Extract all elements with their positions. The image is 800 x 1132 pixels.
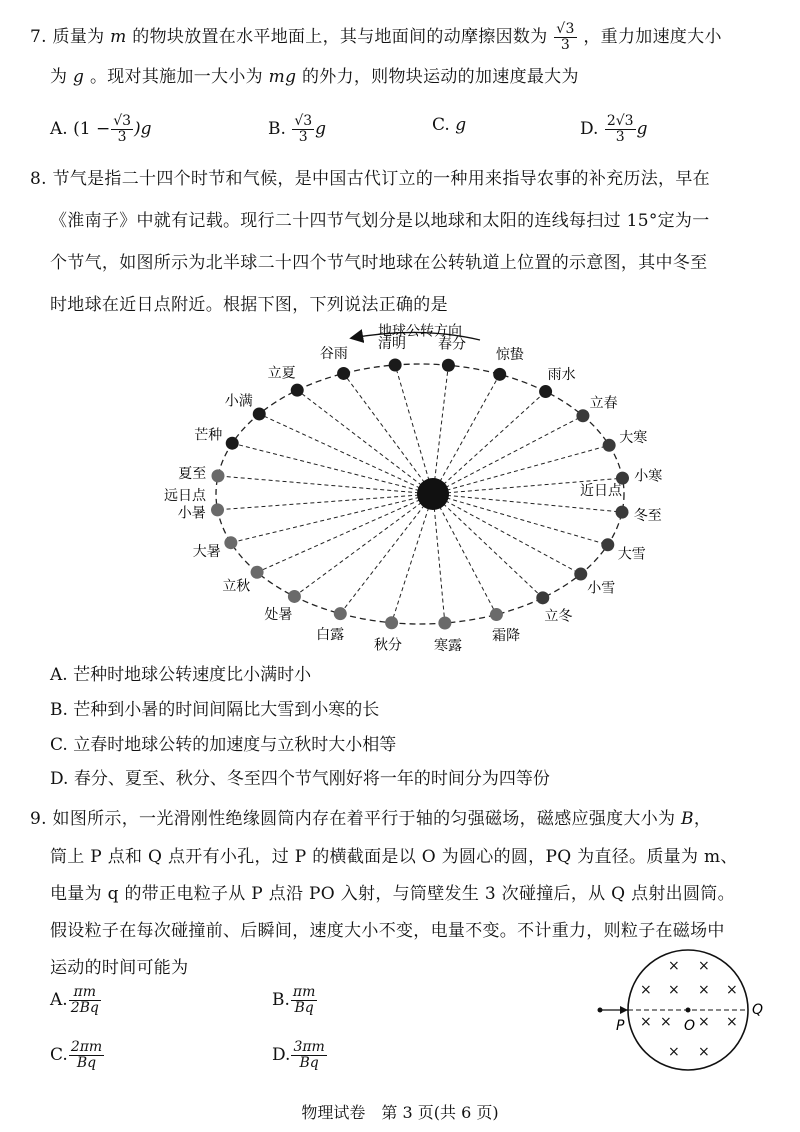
radius-line bbox=[232, 443, 433, 494]
q7-option-b[interactable]: B. $\frac{√3}{3}$ g bbox=[268, 113, 327, 145]
solar-term-label: 霜降 bbox=[492, 627, 521, 644]
earth-icon bbox=[288, 590, 301, 603]
solar-term-label: 立春 bbox=[589, 395, 618, 412]
field-x-mark: × bbox=[668, 958, 680, 974]
center-o-dot bbox=[686, 1008, 691, 1013]
radius-line bbox=[257, 494, 433, 572]
radius-line bbox=[433, 365, 448, 494]
solar-term-label: 白露 bbox=[316, 626, 345, 643]
q9-text: ， bbox=[693, 809, 712, 829]
q7-text: 的物块放置在水平地面上，其与地面间的动摩擦因数为 bbox=[132, 27, 548, 47]
q8-option-c[interactable]: C. 立春时地球公转的加速度与立秋时大小相等 bbox=[50, 735, 397, 755]
earth-icon bbox=[601, 538, 614, 551]
q8-line4: 时地球在近日点附近。根据下图，下列说法正确的是 bbox=[50, 295, 448, 315]
earth-icon bbox=[438, 617, 451, 630]
solar-term-label: 大雪 bbox=[617, 546, 646, 563]
solar-term-label: 雨水 bbox=[547, 367, 576, 384]
solar-term-label: 小满 bbox=[224, 393, 253, 410]
solar-term-label: 清明 bbox=[377, 336, 406, 353]
earth-icon bbox=[337, 367, 350, 380]
radius-line bbox=[218, 494, 433, 510]
radius-line bbox=[340, 494, 433, 614]
q7-line2 bbox=[50, 66, 579, 88]
q9-text: 9. 如图所示，一光滑刚性绝缘圆筒内存在着平行于轴的匀强磁场，磁感应强度大小为 bbox=[30, 809, 676, 829]
solar-term-label: 小雪 bbox=[587, 580, 616, 597]
radius-line bbox=[294, 494, 433, 596]
solar-term-label: 惊蛰 bbox=[495, 347, 524, 364]
radius-line bbox=[344, 373, 433, 494]
q9-line4: 假设粒子在每次碰撞前、后瞬间，速度大小不变，电量不变。不计重力，则粒子在磁场中 bbox=[50, 921, 725, 941]
far-point-label: 远日点 bbox=[164, 488, 206, 504]
q9-line2: 筒上 P 点和 Q 点开有小孔，过 P 的横截面是以 O 为圆心的圆，PQ 为直径。质量为 m、 bbox=[50, 847, 738, 867]
earth-icon bbox=[291, 384, 304, 397]
field-x-mark: × bbox=[698, 1014, 710, 1030]
arrow-icon bbox=[620, 1006, 628, 1014]
earth-icon bbox=[576, 409, 589, 422]
field-x-mark: × bbox=[668, 982, 680, 998]
earth-icon bbox=[603, 439, 616, 452]
field-x-mark: × bbox=[698, 1044, 710, 1060]
q8-line3: 个节气，如图所示为北半球二十四个节气时地球在公转轨道上位置的示意图，其中冬至 bbox=[50, 253, 708, 273]
radius-line bbox=[433, 416, 583, 494]
q7-text: 。现对其施加一大小为 bbox=[89, 67, 263, 87]
field-x-mark: × bbox=[698, 982, 710, 998]
q7-mu-fraction: $\frac{√3}{3}$ bbox=[556, 21, 575, 53]
earth-icon bbox=[211, 503, 224, 516]
earth-icon bbox=[616, 506, 629, 519]
q8-option-d[interactable]: D. 春分、夏至、秋分、冬至四个节气刚好将一年的时间分为四等份 bbox=[50, 769, 550, 789]
solar-term-label: 大寒 bbox=[619, 430, 648, 447]
field-x-mark: × bbox=[726, 982, 738, 998]
earth-icon bbox=[536, 591, 549, 604]
earth-icon bbox=[539, 385, 552, 398]
q9-option-d[interactable]: D. $\frac{3\pi m}{Bq}$ bbox=[272, 1039, 325, 1071]
q7-var-g: g bbox=[73, 67, 85, 87]
earth-icon bbox=[211, 469, 224, 482]
orbit-diagram bbox=[0, 322, 800, 662]
earth-icon bbox=[616, 472, 629, 485]
earth-icon bbox=[574, 568, 587, 581]
earth-icon bbox=[334, 607, 347, 620]
field-x-mark: × bbox=[726, 1014, 738, 1030]
radius-line bbox=[297, 390, 433, 494]
near-point-label: 近日点 bbox=[580, 483, 622, 499]
field-x-mark: × bbox=[668, 1044, 680, 1060]
q7-line1 bbox=[30, 22, 722, 53]
earth-icon bbox=[442, 359, 455, 372]
field-x-mark: × bbox=[698, 958, 710, 974]
radius-line bbox=[392, 494, 433, 623]
earth-icon bbox=[490, 608, 503, 621]
q9-line5: 运动的时间可能为 bbox=[50, 958, 189, 978]
solar-term-label: 春分 bbox=[438, 336, 467, 353]
solar-term-label: 谷雨 bbox=[319, 346, 348, 363]
page-footer: 物理试卷 第 3 页(共 6 页) bbox=[301, 1103, 499, 1122]
q7-text: 为 bbox=[50, 67, 68, 87]
direction-label: 地球公转方向 bbox=[378, 323, 462, 340]
q9-line3: 电量为 q 的带正电粒子从 P 点沿 PO 入射，与筒壁发生 3 次碰撞后，从 Q 点射出圆筒。 bbox=[50, 884, 735, 904]
solar-term-label: 处暑 bbox=[264, 606, 293, 623]
earth-icon bbox=[224, 536, 237, 549]
q7-option-d[interactable]: D. $\frac{2√3}{3}$ g bbox=[580, 113, 648, 145]
sun-icon bbox=[417, 478, 449, 510]
q9-option-a[interactable]: A. $\frac{\pi m}{2Bq}$ bbox=[50, 984, 99, 1016]
earth-icon bbox=[226, 437, 239, 450]
earth-icon bbox=[385, 616, 398, 629]
q7-option-a[interactable]: A. (1 − $\frac{√3}{3}$ )g bbox=[50, 113, 152, 145]
q9-var-B: B bbox=[681, 809, 694, 829]
radius-line bbox=[395, 365, 433, 494]
q7-var-mg: mg bbox=[268, 67, 297, 87]
q8-line2: 《淮南子》中就有记载。现行二十四节气划分是以地球和太阳的连线每扫过 15°定为一 bbox=[50, 211, 710, 231]
solar-term-label: 立冬 bbox=[544, 608, 573, 625]
q7-var-m: m bbox=[110, 27, 127, 47]
radius-line bbox=[433, 494, 496, 615]
earth-icon bbox=[253, 407, 266, 420]
cylinder-diagram bbox=[594, 946, 774, 1076]
q7-text: ，重力加速度大小 bbox=[583, 27, 722, 47]
solar-term-label: 秋分 bbox=[373, 637, 402, 654]
solar-term-label: 立秋 bbox=[222, 578, 251, 595]
solar-term-label: 冬至 bbox=[633, 508, 662, 525]
q7-text: 7. 质量为 bbox=[30, 27, 105, 47]
solar-term-label: 大暑 bbox=[192, 543, 221, 560]
q9-option-c[interactable]: C. $\frac{2\pi m}{Bq}$ bbox=[50, 1039, 103, 1071]
q8-option-a[interactable]: A. 芒种时地球公转速度比小满时小 bbox=[50, 665, 312, 685]
solar-term-label: 寒露 bbox=[434, 637, 463, 654]
label-o: O bbox=[684, 1018, 696, 1034]
q8-line1: 8. 节气是指二十四个时节和气候，是中国古代订立的一种用来指导农事的补充历法，早在 bbox=[30, 169, 710, 189]
earth-icon bbox=[493, 368, 506, 381]
q8-option-b[interactable]: B. 芒种到小暑的时间间隔比大雪到小寒的长 bbox=[50, 700, 380, 720]
q9-option-b[interactable]: B. $\frac{\pi m}{Bq}$ bbox=[272, 984, 316, 1016]
field-x-mark: × bbox=[660, 1014, 672, 1030]
q7-option-c[interactable]: C. g bbox=[432, 115, 467, 135]
earth-icon bbox=[389, 358, 402, 371]
q7-text: 的外力，则物块运动的加速度最大为 bbox=[301, 67, 579, 87]
field-x-mark: × bbox=[640, 1014, 652, 1030]
solar-term-label: 小暑 bbox=[177, 505, 206, 522]
particle-icon bbox=[598, 1008, 603, 1013]
label-q: Q bbox=[752, 1002, 764, 1018]
label-p: P bbox=[616, 1018, 625, 1034]
solar-term-label: 小寒 bbox=[634, 468, 663, 485]
field-x-mark: × bbox=[640, 982, 652, 998]
solar-term-label: 芒种 bbox=[194, 427, 223, 444]
earth-icon bbox=[251, 566, 264, 579]
q9-line1 bbox=[30, 808, 711, 830]
solar-term-label: 夏至 bbox=[178, 465, 207, 482]
solar-term-label: 立夏 bbox=[267, 365, 296, 382]
